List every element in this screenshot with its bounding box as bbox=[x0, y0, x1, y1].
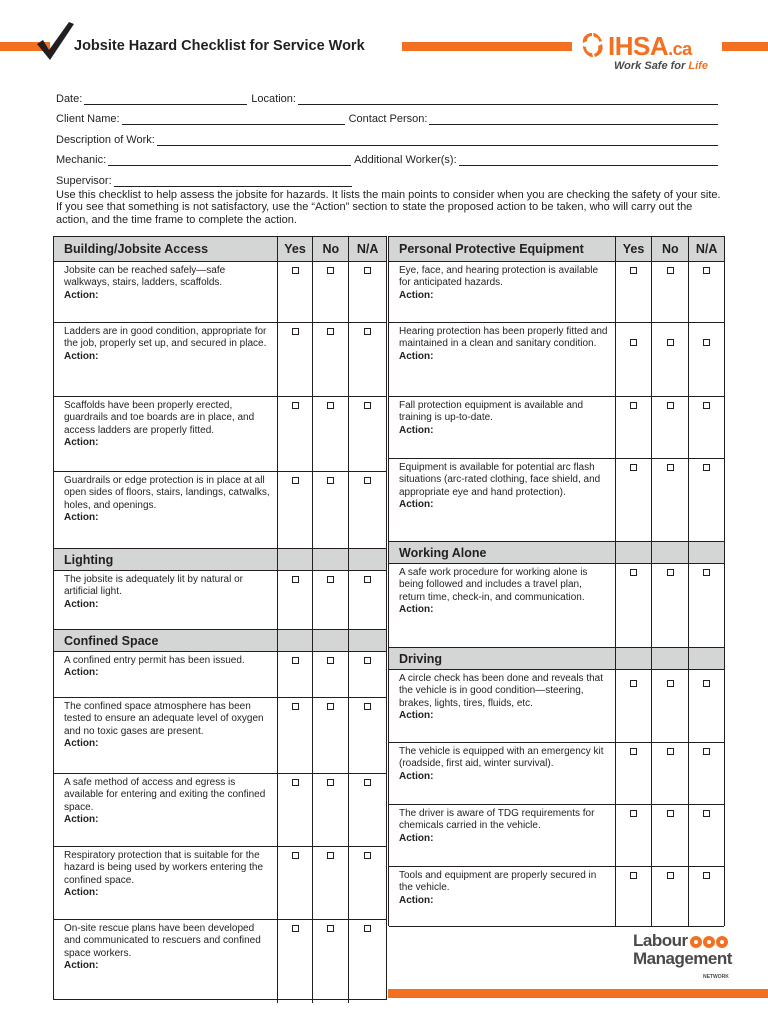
yes-cell bbox=[615, 743, 652, 804]
yes-checkbox[interactable] bbox=[630, 339, 637, 346]
yes-checkbox[interactable] bbox=[292, 477, 299, 484]
no-cell bbox=[312, 262, 348, 322]
checklist-row bbox=[54, 262, 386, 323]
yes-cell bbox=[615, 323, 652, 396]
item-text: The confined space atmosphere has been tested to ensure an adequate level of oxygen and no toxic gases are present. Action: bbox=[64, 701, 264, 749]
no-checkbox[interactable] bbox=[327, 779, 334, 786]
checklist-row bbox=[54, 698, 386, 774]
na-checkbox[interactable] bbox=[364, 703, 371, 710]
labour-management-text: Labour Management bbox=[633, 931, 732, 968]
na-cell bbox=[348, 262, 386, 322]
na-cell bbox=[688, 262, 724, 322]
yes-checkbox[interactable] bbox=[292, 402, 299, 409]
section-header-ppe bbox=[389, 237, 724, 262]
yes-cell bbox=[277, 774, 313, 846]
yes-cell bbox=[615, 867, 652, 926]
checklist-row bbox=[389, 397, 724, 459]
checklist-row bbox=[54, 397, 386, 472]
checklist-row bbox=[389, 564, 724, 648]
section-title: Working Alone bbox=[399, 545, 487, 560]
logo-tagline: Work Safe for Life bbox=[614, 60, 708, 72]
no-checkbox[interactable] bbox=[667, 267, 674, 274]
na-checkbox[interactable] bbox=[364, 576, 371, 583]
yes-checkbox[interactable] bbox=[292, 576, 299, 583]
na-cell bbox=[688, 670, 724, 742]
no-checkbox[interactable] bbox=[327, 402, 334, 409]
no-checkbox[interactable] bbox=[667, 339, 674, 346]
additional-workers-field[interactable] bbox=[459, 154, 718, 166]
no-cell bbox=[312, 323, 348, 396]
checklist-left-column bbox=[53, 236, 387, 1000]
no-checkbox[interactable] bbox=[327, 703, 334, 710]
no-checkbox[interactable] bbox=[327, 657, 334, 664]
no-checkbox[interactable] bbox=[327, 477, 334, 484]
checklist-row bbox=[389, 262, 724, 323]
checklist-row bbox=[54, 920, 386, 1003]
section-title: Driving bbox=[399, 651, 443, 666]
item-text: The jobsite is adequately lit by natural or artificial light. Action: bbox=[64, 574, 243, 610]
checklist-row bbox=[54, 472, 386, 549]
item-text: A safe method of access and egress is available for entering and exiting the confined space. Action: bbox=[64, 777, 266, 825]
checklist-row bbox=[54, 774, 386, 847]
item-text: Tools and equipment are properly secured in the vehicle. Action: bbox=[399, 870, 597, 906]
item-text: Jobsite can be reached safely—safe walkways, stairs, ladders, scaffolds. Action: bbox=[64, 265, 226, 301]
na-cell bbox=[348, 652, 386, 697]
yes-cell bbox=[615, 262, 652, 322]
na-cell bbox=[688, 564, 724, 647]
no-cell bbox=[651, 805, 688, 866]
no-cell bbox=[651, 459, 688, 541]
no-checkbox[interactable] bbox=[667, 464, 674, 471]
yes-cell bbox=[277, 847, 313, 919]
na-cell bbox=[688, 743, 724, 804]
checklist-row bbox=[389, 670, 724, 743]
section-header-working-alone bbox=[389, 542, 724, 564]
yes-cell bbox=[615, 670, 652, 742]
contact-person-field[interactable] bbox=[429, 113, 718, 125]
yes-checkbox[interactable] bbox=[292, 657, 299, 664]
yes-checkbox[interactable] bbox=[630, 464, 637, 471]
yes-cell bbox=[615, 459, 652, 541]
na-cell bbox=[348, 847, 386, 919]
checklist-row bbox=[389, 805, 724, 867]
description-label: Description of Work: bbox=[56, 133, 155, 146]
yes-cell bbox=[277, 472, 313, 548]
no-cell bbox=[651, 743, 688, 804]
checkmark-icon bbox=[34, 20, 76, 62]
labour-management-logo bbox=[633, 930, 733, 985]
ihsa-logo-text: IHSA.ca bbox=[608, 31, 692, 61]
item-text: Fall protection equipment is available and training is up-to-date. Action: bbox=[399, 400, 583, 436]
section-header-building bbox=[54, 237, 386, 262]
yes-checkbox[interactable] bbox=[630, 680, 637, 687]
no-cell bbox=[651, 670, 688, 742]
no-checkbox[interactable] bbox=[327, 576, 334, 583]
client-name-field[interactable] bbox=[122, 113, 345, 125]
checklist-right-column bbox=[388, 236, 725, 926]
checklist-row bbox=[54, 323, 386, 397]
no-cell bbox=[312, 698, 348, 773]
yes-cell bbox=[277, 652, 313, 697]
supervisor-field[interactable] bbox=[114, 175, 352, 187]
location-label: Location: bbox=[251, 92, 296, 105]
na-column-header: N/A bbox=[348, 237, 386, 261]
no-checkbox[interactable] bbox=[327, 328, 334, 335]
date-field[interactable] bbox=[84, 93, 247, 105]
no-cell bbox=[312, 774, 348, 846]
client-name-label: Client Name: bbox=[56, 113, 120, 126]
contact-person-label: Contact Person: bbox=[348, 113, 428, 126]
no-cell bbox=[312, 397, 348, 471]
yes-column-header: Yes bbox=[277, 237, 313, 261]
yes-checkbox[interactable] bbox=[630, 748, 637, 755]
section-title: Personal Protective Equipment bbox=[399, 242, 584, 256]
section-header-lighting bbox=[54, 549, 386, 571]
mechanic-label: Mechanic: bbox=[56, 154, 107, 167]
na-checkbox[interactable] bbox=[703, 464, 710, 471]
na-cell bbox=[348, 920, 386, 1003]
na-checkbox[interactable] bbox=[364, 402, 371, 409]
no-cell bbox=[651, 867, 688, 926]
supervisor-label: Supervisor: bbox=[56, 174, 112, 187]
na-checkbox[interactable] bbox=[364, 657, 371, 664]
jobsite-info-fields bbox=[56, 84, 718, 187]
na-checkbox[interactable] bbox=[364, 779, 371, 786]
na-checkbox[interactable] bbox=[364, 267, 371, 274]
yes-cell bbox=[615, 805, 652, 866]
item-text: Guardrails or edge protection is in place at all open sides of floors, stairs, landings, catwalks, holes, and openings. Action: bbox=[64, 475, 270, 523]
yes-cell bbox=[277, 571, 313, 629]
na-checkbox[interactable] bbox=[703, 569, 710, 576]
na-checkbox[interactable] bbox=[703, 748, 710, 755]
yes-cell bbox=[277, 262, 313, 322]
no-cell bbox=[651, 397, 688, 458]
na-cell bbox=[348, 774, 386, 846]
yes-cell bbox=[277, 397, 313, 471]
no-checkbox[interactable] bbox=[667, 748, 674, 755]
checklist-row bbox=[54, 847, 386, 920]
item-text: A confined entry permit has been issued. Action: bbox=[64, 655, 245, 679]
no-cell bbox=[651, 564, 688, 647]
checklist-row bbox=[54, 571, 386, 630]
yes-checkbox[interactable] bbox=[292, 703, 299, 710]
item-text: Scaffolds have been properly erected, guardrails and toe boards are in place, and access ladders are properly fitted. Action: bbox=[64, 400, 255, 448]
yes-cell bbox=[277, 698, 313, 773]
checklist-row bbox=[389, 867, 724, 927]
na-cell bbox=[348, 323, 386, 396]
na-column-header: N/A bbox=[688, 237, 724, 261]
no-checkbox[interactable] bbox=[667, 569, 674, 576]
na-cell bbox=[688, 397, 724, 458]
item-text: Eye, face, and hearing protection is available for anticipated hazards. Action: bbox=[399, 265, 599, 301]
no-cell bbox=[312, 652, 348, 697]
yes-checkbox[interactable] bbox=[630, 569, 637, 576]
na-checkbox[interactable] bbox=[364, 328, 371, 335]
yes-cell bbox=[615, 397, 652, 458]
item-text: Ladders are in good condition, appropriate for the job, properly set up, and secured in place. Action: bbox=[64, 326, 267, 362]
na-checkbox[interactable] bbox=[703, 402, 710, 409]
na-cell bbox=[688, 867, 724, 926]
mechanic-field[interactable] bbox=[108, 154, 351, 166]
no-cell bbox=[312, 920, 348, 1003]
yes-checkbox[interactable] bbox=[630, 810, 637, 817]
checklist-row bbox=[389, 743, 724, 805]
no-cell bbox=[312, 571, 348, 629]
section-title: Building/Jobsite Access bbox=[64, 242, 209, 256]
yes-checkbox[interactable] bbox=[292, 852, 299, 859]
page-title: Jobsite Hazard Checklist for Service Work bbox=[74, 38, 365, 54]
instructions: Use this checklist to help assess the jobsite for hazards. It lists the main points to consider when you are checking the safety of your site. If you see that something is not satisfactory, use the “Action” section to state the proposed action to be taken, who will carry out the action, and the time frame to complete the action. bbox=[56, 189, 721, 226]
na-checkbox[interactable] bbox=[703, 680, 710, 687]
na-cell bbox=[348, 397, 386, 471]
na-checkbox[interactable] bbox=[703, 267, 710, 274]
section-header-confined bbox=[54, 630, 386, 652]
location-field[interactable] bbox=[298, 93, 718, 105]
yes-checkbox[interactable] bbox=[292, 328, 299, 335]
no-cell bbox=[312, 472, 348, 548]
checklist-row bbox=[389, 459, 724, 542]
na-checkbox[interactable] bbox=[364, 925, 371, 932]
no-cell bbox=[651, 262, 688, 322]
na-checkbox[interactable] bbox=[703, 872, 710, 879]
na-checkbox[interactable] bbox=[703, 339, 710, 346]
checklist-row bbox=[389, 323, 724, 397]
no-cell bbox=[651, 323, 688, 396]
no-checkbox[interactable] bbox=[667, 680, 674, 687]
item-text: A safe work procedure for working alone is being followed and includes a travel plan, return time, check-in, and communication. Action: bbox=[399, 567, 588, 615]
no-checkbox[interactable] bbox=[667, 872, 674, 879]
gear-icon bbox=[689, 934, 729, 950]
na-cell bbox=[348, 571, 386, 629]
header-bar-far-right bbox=[722, 42, 768, 51]
yes-checkbox[interactable] bbox=[292, 267, 299, 274]
no-checkbox[interactable] bbox=[327, 852, 334, 859]
no-column-header: No bbox=[312, 237, 348, 261]
na-cell bbox=[348, 698, 386, 773]
item-text: On-site rescue plans have been developed and communicated to rescuers and confined space workers. Action: bbox=[64, 923, 261, 971]
date-label: Date: bbox=[56, 92, 83, 105]
header-bar-right bbox=[402, 42, 572, 51]
na-cell bbox=[688, 323, 724, 396]
yes-checkbox[interactable] bbox=[630, 872, 637, 879]
yes-cell bbox=[615, 564, 652, 647]
no-column-header: No bbox=[651, 237, 688, 261]
yes-cell bbox=[277, 920, 313, 1003]
yes-checkbox[interactable] bbox=[630, 267, 637, 274]
no-checkbox[interactable] bbox=[667, 402, 674, 409]
yes-column-header: Yes bbox=[615, 237, 652, 261]
na-cell bbox=[348, 472, 386, 548]
na-cell bbox=[688, 459, 724, 541]
ihsa-logo bbox=[578, 28, 718, 78]
additional-workers-label: Additional Worker(s): bbox=[354, 154, 457, 167]
checklist-row bbox=[54, 652, 386, 698]
footer-bar bbox=[388, 989, 768, 998]
ihsa-logo-icon bbox=[578, 30, 606, 60]
na-cell bbox=[688, 805, 724, 866]
na-checkbox[interactable] bbox=[703, 810, 710, 817]
item-text: Equipment is available for potential arc flash situations (arc-rated clothing, face shield, and appropriate eye and hand protection). Action: bbox=[399, 462, 601, 510]
yes-cell bbox=[277, 323, 313, 396]
section-header-driving bbox=[389, 648, 724, 670]
section-title: Lighting bbox=[64, 552, 114, 567]
description-field[interactable] bbox=[157, 134, 718, 146]
item-text: The driver is aware of TDG requirements for chemicals carried in the vehicle. Action: bbox=[399, 808, 595, 844]
no-cell bbox=[312, 847, 348, 919]
no-checkbox[interactable] bbox=[667, 810, 674, 817]
yes-checkbox[interactable] bbox=[292, 779, 299, 786]
na-checkbox[interactable] bbox=[364, 477, 371, 484]
yes-checkbox[interactable] bbox=[292, 925, 299, 932]
yes-checkbox[interactable] bbox=[630, 402, 637, 409]
item-text: Hearing protection has been properly fitted and maintained in a clean and sanitary condition. Action: bbox=[399, 326, 608, 362]
item-text: The vehicle is equipped with an emergency kit (roadside, first aid, winter survival). Action: bbox=[399, 746, 604, 782]
na-checkbox[interactable] bbox=[364, 852, 371, 859]
network-label: NETWORK bbox=[703, 974, 729, 980]
no-checkbox[interactable] bbox=[327, 267, 334, 274]
item-text: Respiratory protection that is suitable for the hazard is being used by workers entering the confined space. Action: bbox=[64, 850, 264, 898]
no-checkbox[interactable] bbox=[327, 925, 334, 932]
section-title: Confined Space bbox=[64, 633, 159, 648]
item-text: A circle check has been done and reveals that the vehicle is in good condition—steering, brakes, lights, tires, fluids, etc. Action: bbox=[399, 673, 604, 721]
